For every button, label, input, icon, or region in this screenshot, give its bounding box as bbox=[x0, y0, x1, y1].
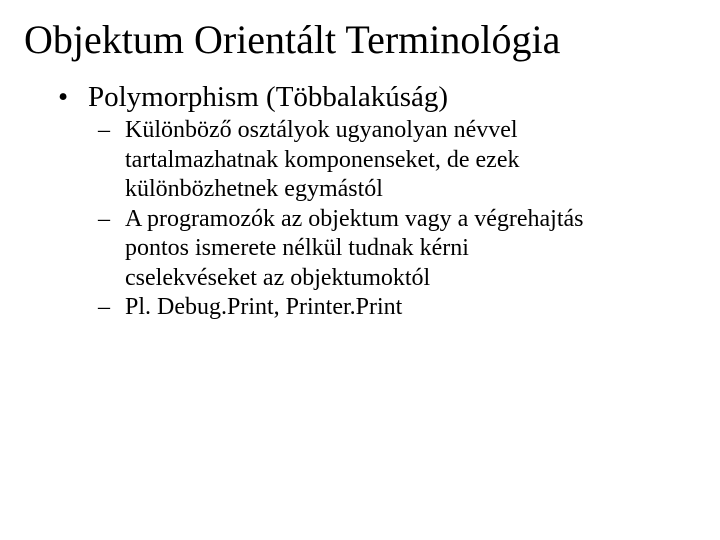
dash-marker: – bbox=[98, 117, 110, 143]
sub-bullet-item bbox=[98, 116, 698, 205]
sub-bullet-item bbox=[98, 205, 698, 294]
sub-bullet-list bbox=[98, 116, 698, 323]
sub-bullet-item bbox=[98, 293, 698, 323]
dash-marker: – bbox=[98, 294, 110, 320]
slide-title: Objektum Orientált Terminológia bbox=[24, 17, 561, 62]
sub-bullet-line: A programozók az objektum vagy a végrehajtás bbox=[125, 205, 584, 232]
dash-marker: – bbox=[98, 205, 110, 232]
sub-bullet-line: pontos ismerete nélkül tudnak kérni bbox=[125, 235, 469, 261]
sub-bullet-line: Különböző osztályok ugyanolyan névvel bbox=[125, 117, 518, 143]
sub-bullet-line: különbözhetnek egymástól bbox=[125, 176, 383, 202]
bullet-polymorphism bbox=[58, 78, 448, 116]
sub-bullet-line: cselekvéseket az objektumoktól bbox=[125, 264, 431, 291]
bullet-marker: • bbox=[58, 81, 69, 113]
sub-bullet-line: tartalmazhatnak komponenseket, de ezek bbox=[125, 146, 520, 173]
bullet-text: Polymorphism (Többalakúság) bbox=[88, 81, 449, 113]
sub-bullet-line: Pl. Debug.Print, Printer.Print bbox=[125, 294, 403, 320]
